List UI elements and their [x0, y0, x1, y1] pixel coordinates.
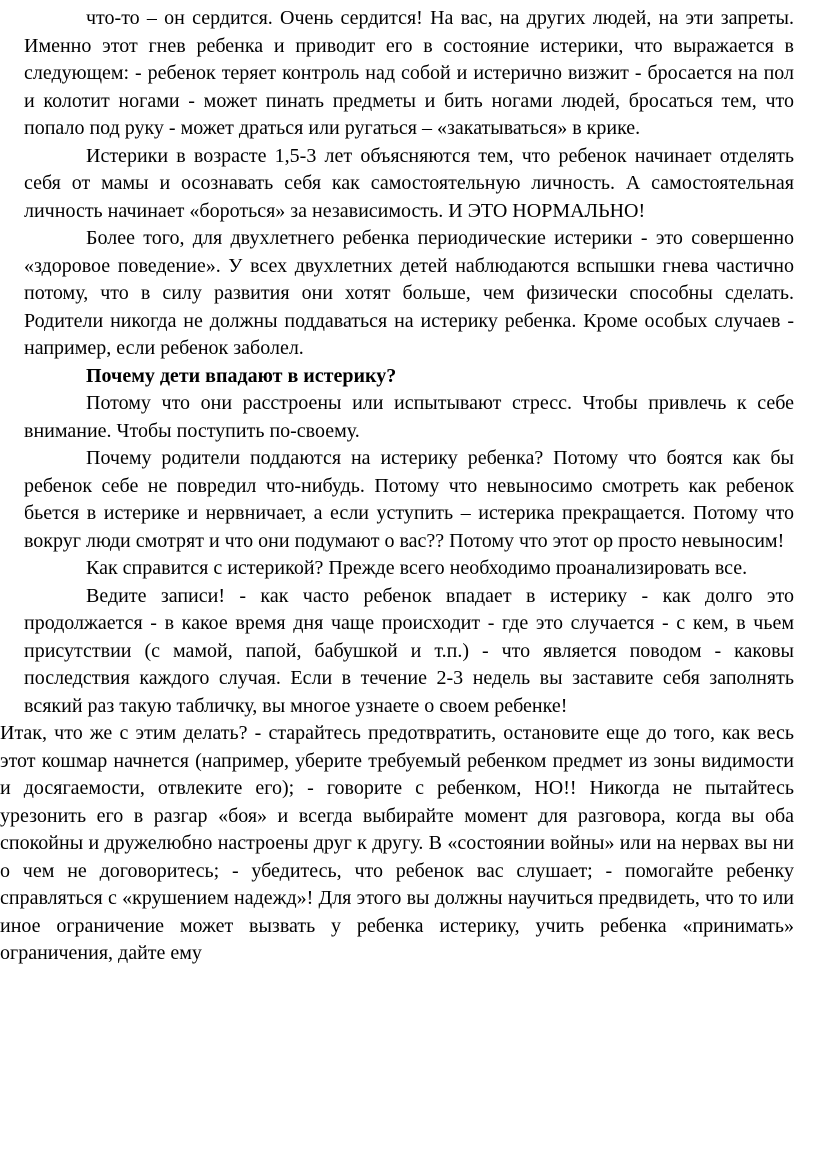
paragraph-keep-records: Ведите записи! - как часто ребенок впадает в истерику - как долго это продолжается - в какое время дня чаще происходит - где это случается - с кем, в чьем присутствии (с мамой, папой, бабушкой и т.п.) - что является поводом - каковы последствия каждого случая. Если в течение 2-3 недель вы заставите себя заполнять всякий раз такую табличку, вы многое узнаете о своем ребенке!	[24, 584, 794, 717]
paragraph-how-to-cope: Как справится с истерикой? Прежде всего необходимо проанализировать все.	[86, 557, 748, 579]
paragraph-why-parents-give-in: Почему родители поддаются на истерику ребенка? Потому что боятся как бы ребенок себе не повредил что-нибудь. Потому что невыносимо смотреть как ребенок бьется в истерике и нервничает, а если уступить – истерика прекращается. Потому что вокруг люди смотрят и что они подумают о вас?? Потому что этот ор просто невыносим!	[24, 447, 794, 552]
section-heading-why-tantrums: Почему дети впадают в истерику?	[86, 364, 397, 387]
paragraph-tantrums-age-explanation: Истерики в возрасте 1,5-3 лет объясняются тем, что ребенок начинает отделять себя от мамы и осознавать себя как самостоятельную личность. А самостоятельная личность начинает «бороться» за независимость. И ЭТО НОРМАЛЬНО!	[24, 144, 794, 222]
paragraph-what-to-do-advice: Итак, что же с этим делать? - старайтесь предотвратить, остановите еще до того, как весь этот кошмар начнется (например, уберите требуемый ребенком предмет из зоны видимости и досягаемости, отвлеките его); - говорите с ребенком, НО!! Никогда не пытайтесь урезонить его в разгар «боя» и всегда выбирайте момент для разговора, когда вы оба спокойны и дружелюбно настроены друг к другу. В «состоянии войны» или на нервах вы ни о чем не договоритесь; - убедитесь, что ребенок вас слушает; - помогайте ребенку справляться с «крушением надежд»! Для этого вы должны научиться предвидеть, что то или иное ограничение может вызвать у ребенка истерику, учить ребенка «принимать» ограничения, дайте ему	[0, 722, 794, 964]
paragraph-healthy-behavior: Более того, для двухлетнего ребенка периодические истерики - это совершенно «здоровое поведение». У всех двухлетних детей наблюдаются вспышки гнева частично потому, что в силу развития они хотят больше, чем физически способны сделать. Родители никогда не должны поддаваться на истерику ребенка. Кроме особых случаев - например, если ребенок заболел.	[24, 227, 794, 359]
paragraph-reasons-children: Потому что они расстроены или испытывают стресс. Чтобы привлечь к себе внимание. Чтобы поступить по-своему.	[24, 392, 794, 442]
paragraph-child-anger-tantrum-signs: что-то – он сердится. Очень сердится! На вас, на других людей, на эти запреты. Именно этот гнев ребенка и приводит его в состояние истерики, что выражается в следующем: - ребенок теряет контроль над собой и истерично визжит - бросается на пол и колотит ногами - может пинать предметы и бить ногами людей, бросаться тем, что попало под руку - может драться или ругаться – «закатываться» в крике.	[24, 7, 794, 139]
